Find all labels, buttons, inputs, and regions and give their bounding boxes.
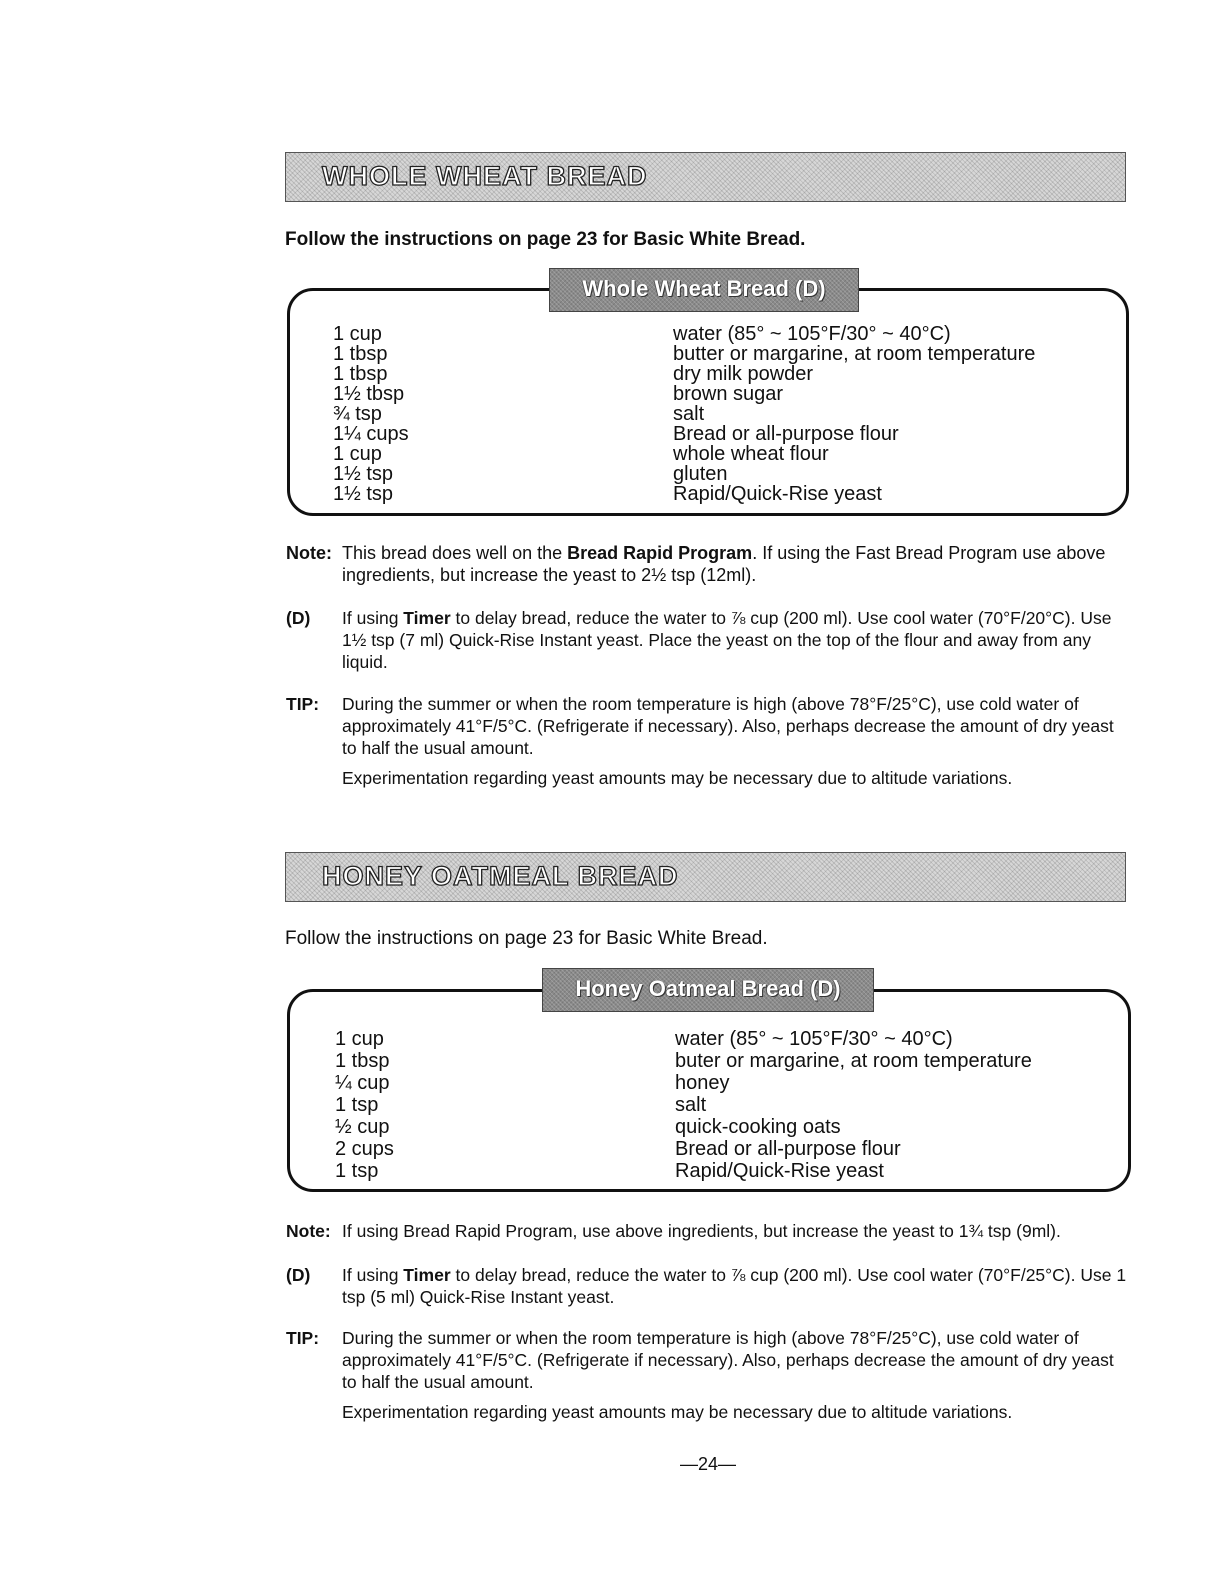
intro-text: Follow the instructions on page 23 for Basic White Bread.: [285, 928, 768, 949]
recipe-title-honey-oatmeal: Honey Oatmeal Bread (D): [542, 968, 874, 1012]
list-item: 1 tbsp buter or margarine, at room temperature: [335, 1050, 1032, 1072]
intro-text: Follow the instructions on page 23 for Basic White Bread.: [285, 229, 806, 250]
note-honey-oatmeal: Note: If using Bread Rapid Program, use above ingredients, but increase the yeast to 1¾ tsp (9ml).: [286, 1221, 1061, 1241]
section-heading: WHOLE WHEAT BREAD: [322, 161, 648, 191]
tip-honey-oatmeal: TIP: During the summer or when the room temperature is high (above 78°F/25°C), use cold water of approximately 41°F/5°C. (Refrigerate if necessary). Also, perhaps decrease the amount of dry yeast to half the usual amount. Experimentation regarding yeast amounts may be necessary due to altitude variations.: [286, 1328, 1114, 1422]
timer-note-honey-oatmeal: (D) If using Timer to delay bread, reduce the water to ⅞ cup (200 ml). Use cool water (70°F/25°C). Use 1 tsp (5 ml) Quick-Rise Instant yeast.: [286, 1265, 1127, 1307]
list-item: 1 tsp salt: [335, 1094, 707, 1116]
list-item: 2 cups Bread or all-purpose flour: [335, 1138, 901, 1160]
list-item: 1¼ cups Bread or all-purpose flour: [333, 423, 899, 445]
list-item: 1½ tsp Rapid/Quick-Rise yeast: [333, 483, 882, 505]
list-item: 1 cup water (85° ~ 105°F/30° ~ 40°C): [335, 1028, 953, 1050]
list-item: ¼ cup honey: [335, 1072, 730, 1094]
list-item: 1 cup whole wheat flour: [333, 443, 829, 465]
list-item: 1 tbsp dry milk powder: [333, 363, 814, 385]
list-item: 1 tbsp butter or margarine, at room temperature: [333, 343, 1036, 365]
list-item: 1 tsp Rapid/Quick-Rise yeast: [335, 1160, 884, 1182]
list-item: 1½ tbsp brown sugar: [333, 383, 784, 405]
list-item: 1 cup water (85° ~ 105°F/30° ~ 40°C): [333, 323, 951, 345]
list-item: ½ cup quick-cooking oats: [335, 1116, 841, 1138]
note-whole-wheat: Note: This bread does well on the Bread Rapid Program. If using the Fast Bread Program use above ingredients, but increase the yeast to 2½ tsp (12ml).: [286, 543, 1106, 585]
tip-whole-wheat: TIP: During the summer or when the room temperature is high (above 78°F/25°C), use cold water of approximately 41°F/5°C. (Refrigerate if necessary). Also, perhaps decrease the amount of dry yeast to half the usual amount. Experimentation regarding yeast amounts may be necessary due to altitude variations.: [286, 694, 1114, 788]
recipe-title-whole-wheat: Whole Wheat Bread (D): [549, 268, 859, 312]
ingredient-list-honey-oatmeal: [335, 1028, 1032, 1182]
ingredient-list-whole-wheat: [333, 324, 1035, 504]
section-banner-whole-wheat: [285, 152, 1126, 202]
section-banner-honey-oatmeal: [285, 852, 1126, 902]
timer-note-whole-wheat: (D) If using Timer to delay bread, reduce the water to ⅞ cup (200 ml). Use cool water (70°F/20°C). Use 1½ tsp (7 ml) Quick-Rise Instant yeast. Place the yeast on the top of the flour and away from any liquid.: [286, 608, 1112, 672]
page-number: —24—: [680, 1454, 737, 1474]
section-heading: HONEY OATMEAL BREAD: [322, 861, 679, 891]
list-item: 1½ tsp gluten: [333, 463, 728, 485]
list-item: ¾ tsp salt: [333, 403, 705, 425]
